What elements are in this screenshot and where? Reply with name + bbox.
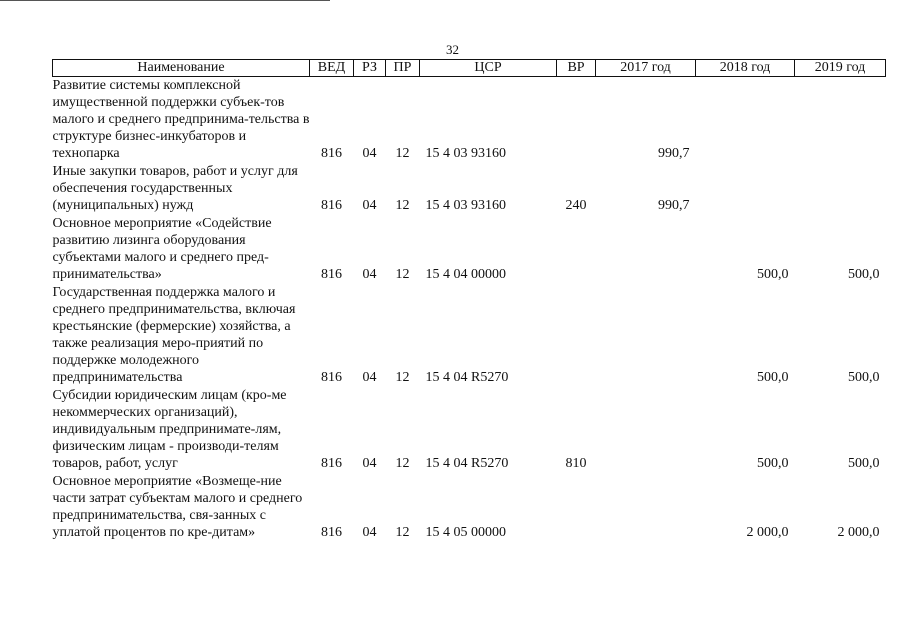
row-2017: 990,7 (658, 146, 690, 161)
table-row (53, 387, 886, 473)
row-pr: 12 (395, 525, 410, 540)
row-csr: 15 4 04 R5270 (425, 456, 509, 471)
row-2018: 500,0 (757, 267, 789, 282)
table-row (53, 473, 886, 542)
row-2018 (696, 163, 795, 215)
header-csr: ЦСР (420, 60, 557, 77)
row-name: Развитие системы комплексной имущественной поддержки субъек-тов малого и среднего предпринима-тельства в структуре бизнес-инкубаторов и технопарка (52, 78, 310, 161)
row-vr (557, 215, 596, 284)
row-2017 (596, 473, 696, 542)
header-vr: ВР (557, 60, 596, 77)
row-pr: 12 (395, 198, 410, 213)
header-rz: РЗ (354, 60, 386, 77)
row-rz: 04 (362, 267, 377, 282)
row-2018: 2 000,0 (746, 525, 789, 540)
row-ved: 816 (321, 456, 342, 471)
row-rz: 04 (362, 370, 377, 385)
row-2017 (596, 215, 696, 284)
header-2019: 2019 год (795, 60, 886, 77)
row-2019: 500,0 (848, 370, 880, 385)
row-2018: 500,0 (757, 370, 789, 385)
row-rz: 04 (362, 146, 377, 161)
row-ved: 816 (321, 146, 342, 161)
page-number: 32 (446, 42, 459, 57)
row-pr: 12 (395, 146, 410, 161)
row-ved: 816 (321, 267, 342, 282)
row-2017: 990,7 (658, 198, 690, 213)
row-name: Основное мероприятие «Содействие развитию лизинга оборудования субъектами малого и среднего пред-принимательства» (52, 216, 272, 282)
header-pr: ПР (386, 60, 420, 77)
row-csr: 15 4 04 00000 (425, 267, 506, 282)
row-2019 (795, 163, 886, 215)
header-2017: 2017 год (596, 60, 696, 77)
table-row (53, 215, 886, 284)
table-row (53, 77, 886, 164)
row-rz: 04 (362, 456, 377, 471)
row-ved: 816 (321, 370, 342, 385)
row-pr: 12 (395, 370, 410, 385)
scan-edge-line (0, 0, 330, 1)
row-ved: 816 (321, 525, 342, 540)
header-2018: 2018 год (696, 60, 795, 77)
row-2018 (696, 77, 795, 164)
row-rz: 04 (362, 198, 377, 213)
row-vr (557, 473, 596, 542)
row-pr: 12 (395, 456, 410, 471)
row-pr: 12 (395, 267, 410, 282)
table-row (53, 163, 886, 215)
row-2017 (596, 284, 696, 387)
row-ved: 816 (321, 198, 342, 213)
row-2019 (795, 77, 886, 164)
row-csr: 15 4 03 93160 (425, 146, 506, 161)
row-name: Государственная поддержка малого и среднего предпринимательства, включая крестьянские (фермерские) хозяйства, а также реализация меро-приятий по поддержке молодежного предпринимательства (52, 285, 296, 385)
row-vr (557, 284, 596, 387)
row-rz: 04 (362, 525, 377, 540)
row-vr: 240 (565, 198, 587, 213)
budget-table (52, 59, 886, 542)
header-name: Наименование (53, 60, 310, 77)
row-2019: 2 000,0 (837, 525, 880, 540)
row-2018: 500,0 (757, 456, 789, 471)
row-name: Субсидии юридическим лицам (кро-ме некоммерческих организаций), индивидуальным предпринимате-лям, физическим лицам - производи-телям товаров, работ, услуг (52, 388, 287, 471)
row-name: Иные закупки товаров, работ и услуг для обеспечения государственных (муниципальных) нужд (52, 164, 298, 213)
row-csr: 15 4 05 00000 (425, 525, 506, 540)
table-header-row (53, 60, 886, 77)
row-vr (557, 77, 596, 164)
header-ved: ВЕД (310, 60, 354, 77)
row-csr: 15 4 04 R5270 (425, 370, 509, 385)
row-2019: 500,0 (848, 267, 880, 282)
row-2017 (596, 387, 696, 473)
row-csr: 15 4 03 93160 (425, 198, 506, 213)
row-name: Основное мероприятие «Возмеще-ние части затрат субъектам малого и среднего предпринимательства, свя-занных с уплатой процентов по кре-дитам» (52, 474, 303, 540)
row-vr: 810 (565, 456, 587, 471)
table-row (53, 284, 886, 387)
row-2019: 500,0 (848, 456, 880, 471)
